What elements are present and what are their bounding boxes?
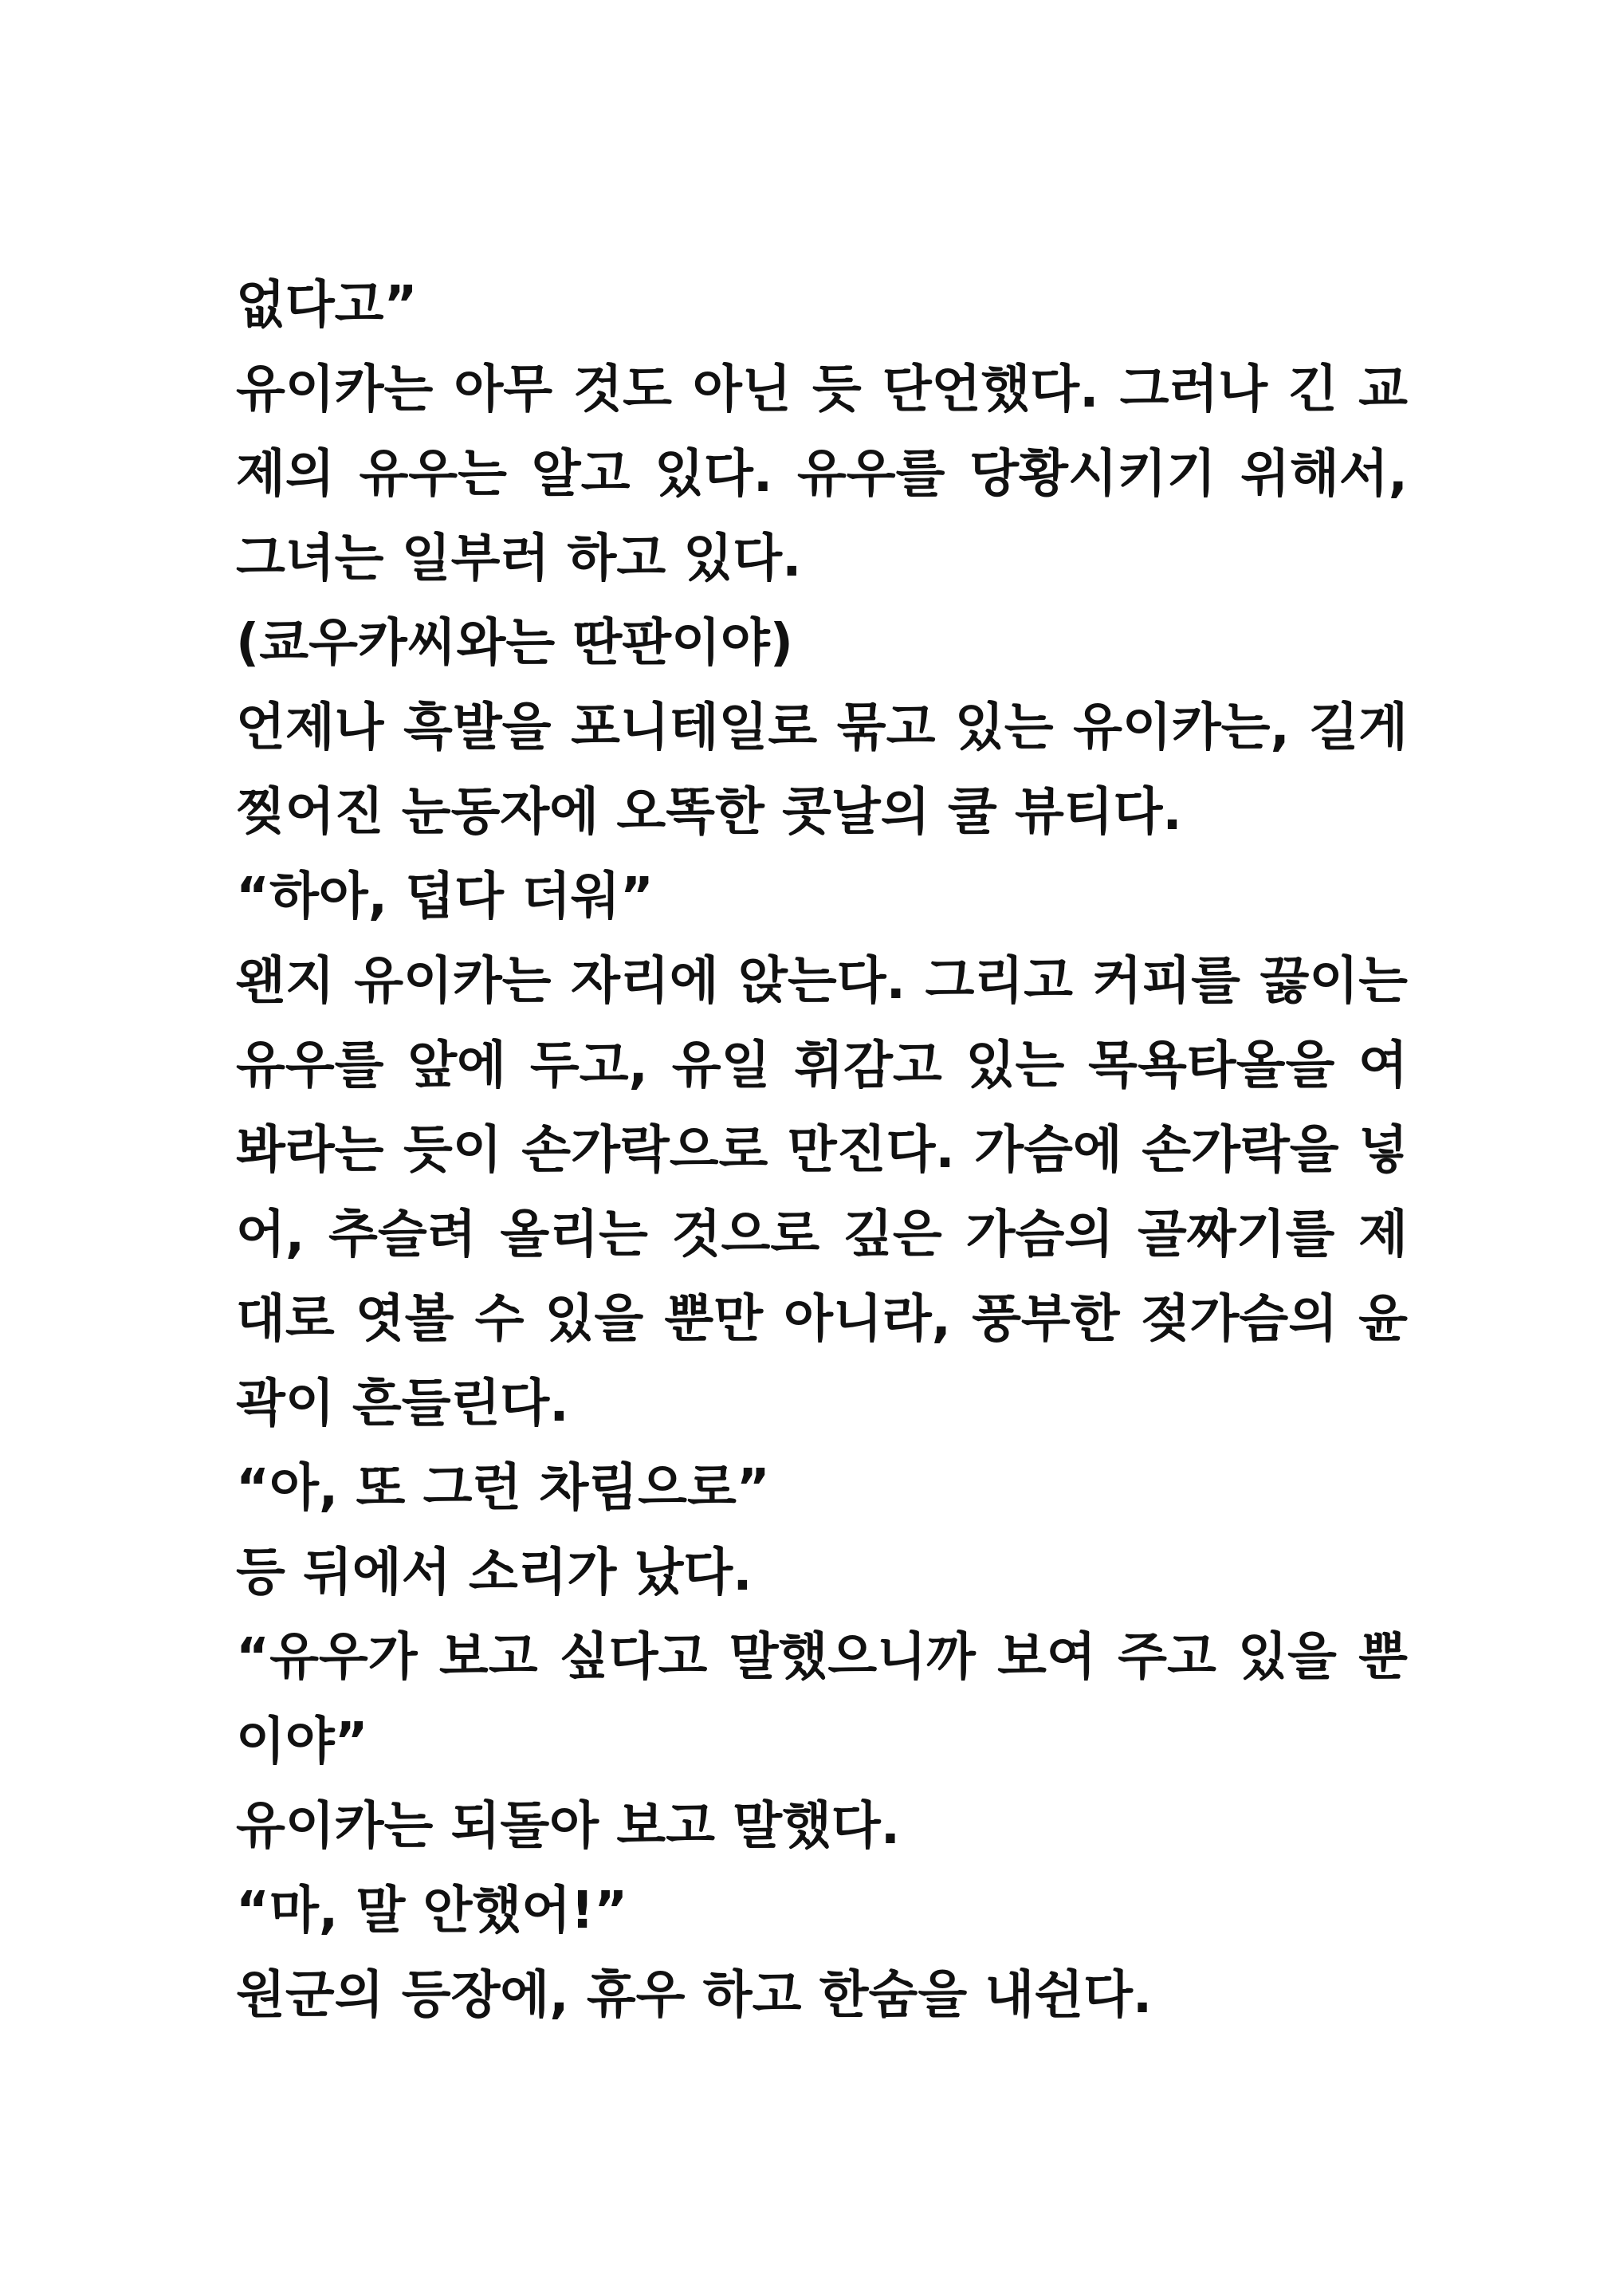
text-line: 어, 추슬려 올리는 것으로 깊은 가슴의 골짜기를 제 <box>236 1205 1408 1264</box>
text-line: “마, 말 안했어!” <box>236 1881 628 1940</box>
text-line: 없다고” <box>236 276 418 335</box>
text-line: 제의 유우는 알고 있다. 유우를 당황시키기 위해서, <box>236 445 1408 504</box>
text-line: 유이카는 되돌아 보고 말했다. <box>236 1797 901 1856</box>
text-line: 곽이 흔들린다. <box>236 1374 569 1433</box>
text-line: 왠지 유이카는 자리에 앉는다. 그리고 커피를 끓이는 <box>236 952 1408 1011</box>
text-line: 유이카는 아무 것도 아닌 듯 단언했다. 그러나 긴 교 <box>236 360 1408 419</box>
text-line: 유우를 앞에 두고, 유일 휘감고 있는 목욕타올을 여 <box>236 1036 1408 1095</box>
text-line: 이야” <box>236 1712 368 1771</box>
text-line: 언제나 흑발을 포니테일로 묶고 있는 유이카는, 길게 <box>236 698 1408 757</box>
text-line: 대로 엿볼 수 있을 뿐만 아니라, 풍부한 젖가슴의 윤 <box>236 1290 1408 1349</box>
text-line: “하아, 덥다 더워” <box>236 867 654 926</box>
text-line: 봐라는 듯이 손가락으로 만진다. 가슴에 손가락을 넣 <box>236 1121 1408 1180</box>
body-text <box>236 263 1408 2038</box>
text-line: 원군의 등장에, 휴우 하고 한숨을 내쉰다. <box>236 1966 1153 2025</box>
text-line: “유우가 보고 싶다고 말했으니까 보여 주고 있을 뿐 <box>236 1628 1408 1687</box>
text-line: “아, 또 그런 차림으로” <box>236 1459 770 1518</box>
text-line: (쿄우카씨와는 딴판이야) <box>236 614 794 673</box>
text-line: 찢어진 눈동자에 오똑한 콧날의 쿨 뷰티다. <box>236 783 1182 842</box>
text-line: 등 뒤에서 소리가 났다. <box>236 1543 753 1602</box>
text-line: 그녀는 일부러 하고 있다. <box>236 529 802 588</box>
